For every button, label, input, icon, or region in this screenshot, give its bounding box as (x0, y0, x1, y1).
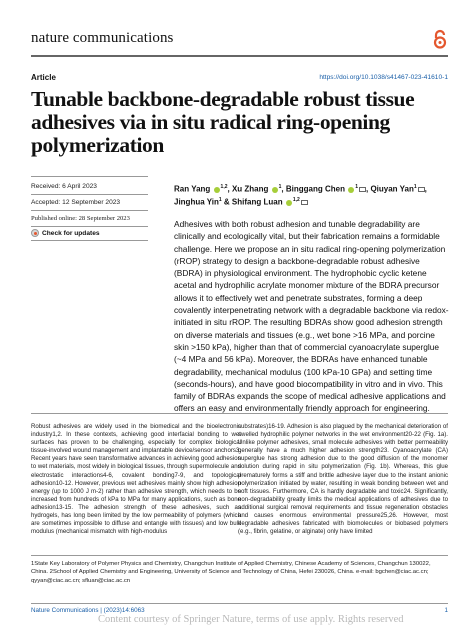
article-title: Tunable backbone-degradable robust tissue adhesives via in situ radical ring-opening polymerization (31, 87, 415, 157)
email-icon[interactable] (418, 187, 425, 192)
abstract-rule (31, 413, 448, 414)
body-column-right: substrates)16-19. Adhesion is also plagued by the mechanical deterioration of swelled hydrophilic polymer networks in the wet environment20-22 (Fig. 1a). Unlike polymer adhesives, small molecule adhesives with better permeability generally have a much higher adhesion strength23. Cyanoacrylate (CA) superglue has strong adhesion due to the good diffusion of the monomer solution during rapid in situ polymerization (Fig. 1b). Whereas, this glue prematurely forms a stiff and brittle adhesive layer due to the instant anionic polymerization initiated by water, resulting in weak bonding between wet and soft tissues. Furthermore, CA is hardly degradable and toxic24. Significantly, non-degradability greatly limits the medical applications of adhesives due to additional surgical removal requirements and tissue regeneration obstacles and causes enormous environmental pressure25,26. However, most degradable adhesives fabricated with biomolecules or biobased polymers (e.g., fibrin, gelatine, or alginate) only have limited (238, 423, 448, 536)
open-access-icon[interactable] (433, 29, 447, 49)
author-affiliation: 1 (413, 184, 417, 190)
orcid-icon[interactable] (272, 187, 278, 193)
author-affiliation: 1 (278, 184, 282, 190)
author-affiliation: 1,2 (220, 184, 228, 190)
author-name[interactable]: Ran Yang (174, 184, 211, 194)
orcid-icon[interactable] (348, 187, 354, 193)
email-icon[interactable] (359, 187, 366, 192)
dates-rule-3 (31, 226, 148, 227)
footer-rule (31, 603, 448, 604)
dates-rule-bottom (31, 240, 148, 241)
dates-rule-top (31, 176, 148, 177)
journal-name: nature communications (31, 30, 174, 46)
author-name[interactable]: Shifang Luan (231, 197, 283, 207)
check-updates-icon (31, 229, 39, 237)
accepted-date: Accepted: 12 September 2023 (31, 199, 121, 206)
dates-rule-2 (31, 210, 148, 211)
check-updates-label: Check for updates (42, 229, 100, 237)
received-date: Received: 6 April 2023 (31, 183, 97, 190)
dates-rule-1 (31, 194, 148, 195)
author-name[interactable]: Qiuyan Yan (370, 184, 414, 194)
author-name[interactable]: Binggang Chen (285, 184, 345, 194)
courtesy-watermark: Content courtesy of Springer Nature, terms of use apply. Rights reserved (98, 614, 404, 625)
body-column-left: Robust adhesives are widely used in the biomedical and the bioelectronic industry1,2. In these contexts, achieving good interfacial bonding to wet surfaces has proven to be challenging, especially for complex biological tissue-involved wound management and implantable device/sensor anchors3. Recent years have seen transformative advances in achieving good adhesion to wet materials, most widely in biological tissues, through supermolecule and electrostatic interactions4-6, covalent bonding7-9, and topological adhesion10-12. However, previous wet adhesives mainly show high adhesion energy (up to 1000 J m-2) rather than adhesive strength, which needs to be increased from hundreds of kPa to MPa for many applications, such as bone adhesion13-15. The adhesion strength of these adhesives, such as hydrogels, has long been limited by the low permeability of polymers (which are sometimes impossible to diffuse and entangle with tissues) and low bulk modulus (mechanical mismatch with high-modulus (31, 423, 241, 536)
published-date: Published online: 28 September 2023 (31, 215, 130, 222)
footnote-rule (31, 555, 448, 556)
email-icon[interactable] (301, 200, 308, 205)
affiliation-footnote: 1State Key Laboratory of Polymer Physics and Chemistry, Changchun Institute of Applied Chemistry, Chinese Academy of Sciences, Changchun 130022, China. 2School of Applied Chemistry and Engineering, University of Science and Technology of China, Hefei 230026, China. e-mail: bgchen@ciac.ac.cn; qyyan@ciac.ac.cn; sfluan@ciac.ac.cn (31, 561, 431, 584)
author-affiliation: 1,2 (292, 197, 300, 204)
page-number: 1 (444, 607, 448, 614)
author-affiliation: 1 (218, 197, 222, 204)
article-type: Article (31, 73, 56, 82)
author-name[interactable]: Jinghua Yin (174, 197, 219, 207)
doi-link[interactable]: https://doi.org/10.1038/s41467-023-41610-1 (319, 74, 448, 81)
abstract: Adhesives with both robust adhesion and tunable degradability are clinically and ecologically vital, but their fabrication remains a formidable challenge. Here we propose an in situ radical ring-opening polymerization (rROP) strategy to design a backbone-degradable robust adhesive (BDRA) in physiological environment. The hydrophobic cyclic ketene acetal and hydrophilic acrylate monomer mixture of the BDRA precursor allows it to effectively wet and penetrate substrates, forming a deep covalently interpenetrating network with a degradable backbone via redox-initiated in situ rROP. The resulting BDRAs show good adhesion strength on diverse materials and tissues (e.g., wet bone >16 MPa, and porcine skin >150 kPa), higher than that of commercial cyanoacrylate superglue (~4 MPa and 56 kPa). Moreover, the BDRAs have enhanced tunable degradability, mechanical modulus (100 kPa-10 GPa) and setting time (seconds-hours), and have good biocompatibility in vitro and in vivo. This family of BDRAs expands the scope of medical adhesive applications and offers an easy and environmentally friendly approach for engineering. (174, 219, 449, 414)
check-updates-button[interactable] (31, 229, 100, 237)
author-list: Ran Yang $^{1,2}$, Xu Zhang $^1$, Binggang Chen $^1$ , Qiuyan Yan$^1$ , Jinghua Yin$^1$ & Shifang Luan $^{1,2}$ (174, 184, 427, 207)
author-affiliation: 1 (355, 184, 358, 190)
orcid-icon[interactable] (214, 187, 220, 193)
orcid-icon[interactable] (286, 200, 292, 206)
author-name[interactable]: Xu Zhang (231, 184, 269, 194)
header-rule (31, 55, 448, 57)
journal-citation: Nature Communications | (2023)14:6063 (31, 607, 145, 614)
